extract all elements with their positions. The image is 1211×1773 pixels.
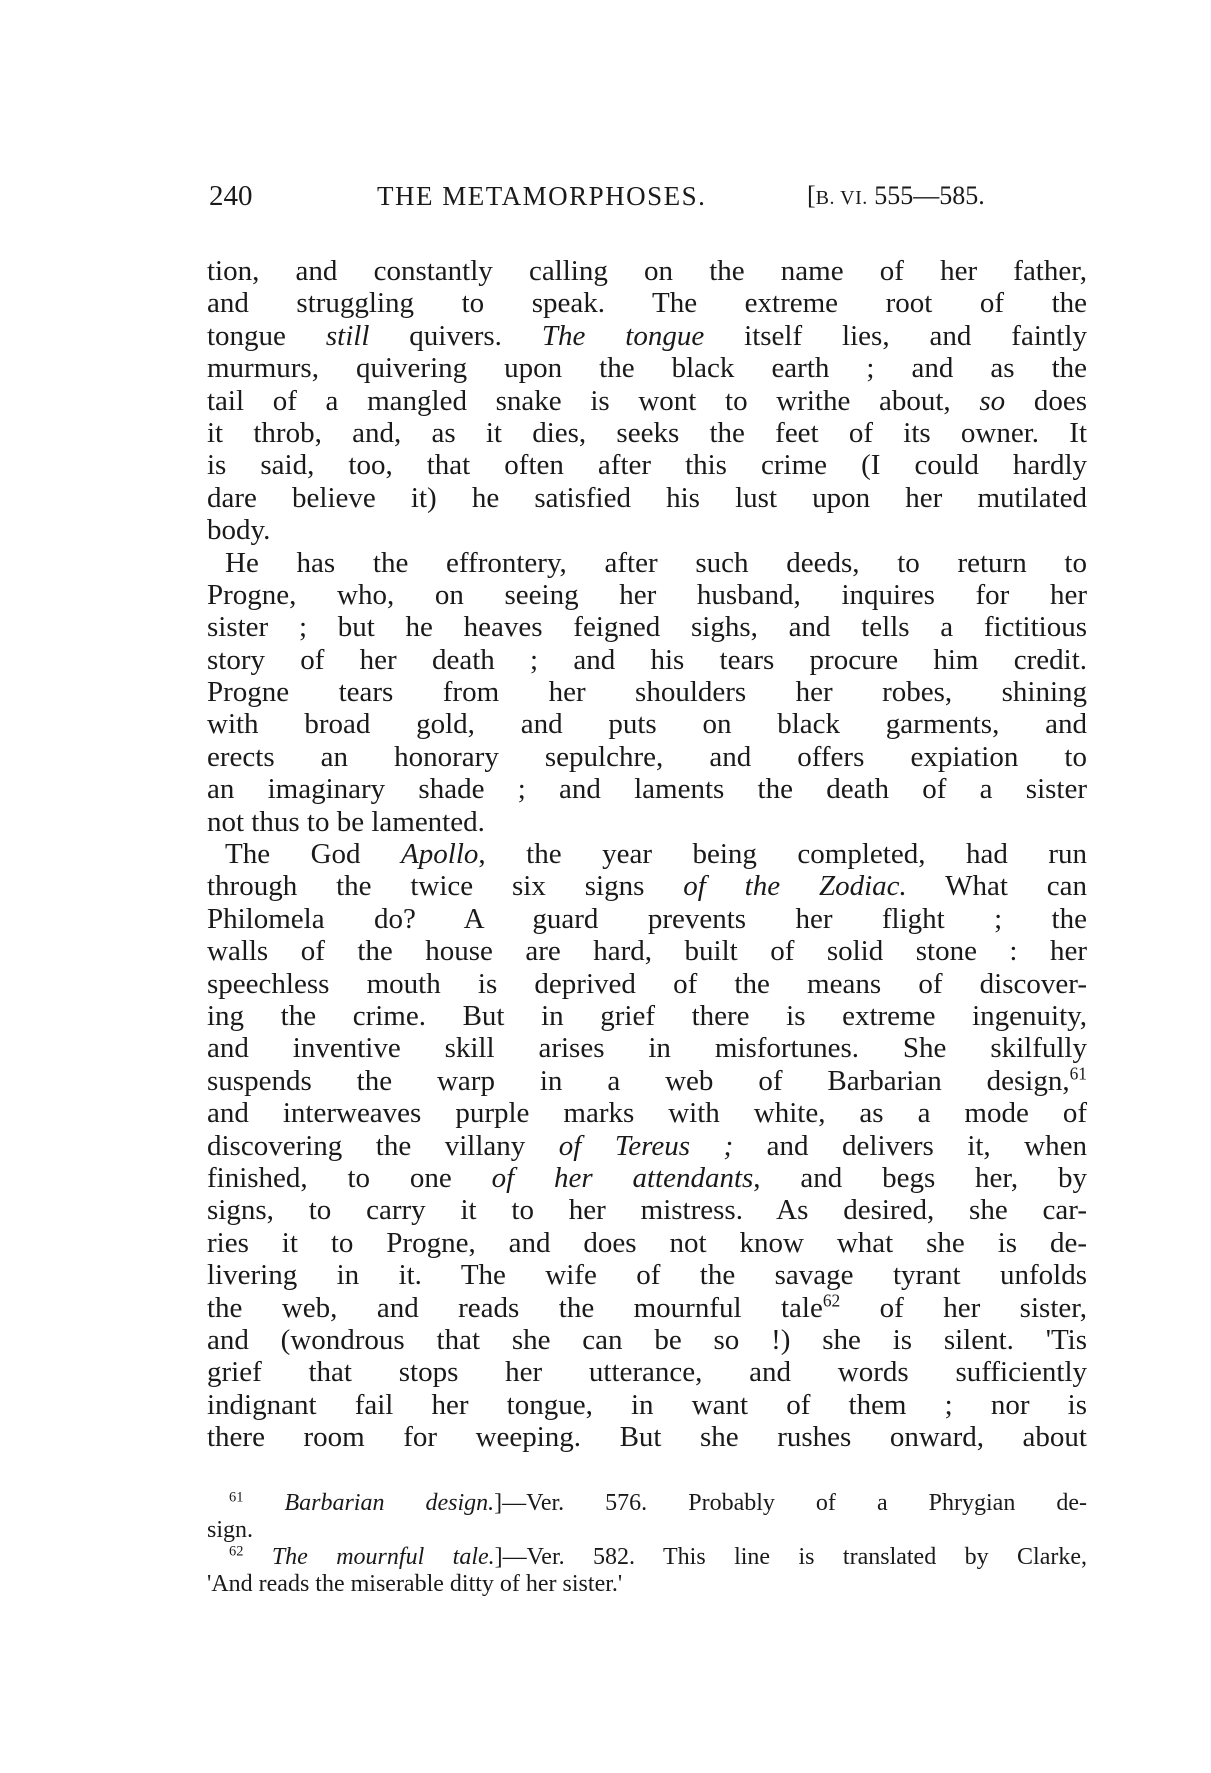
text-line: and (wondrous that she can be so !) she is silent. 'Tis bbox=[207, 1323, 1087, 1356]
section-range: 555—585. bbox=[874, 181, 985, 210]
text-line: and inventive skill arises in misfortunes. She skilfully bbox=[207, 1032, 1087, 1065]
text-line: suspends the warp in a web of Barbarian design,$^{61}$ bbox=[207, 1063, 1087, 1097]
text-line: He has the effrontery, after such deeds, to return to bbox=[225, 546, 1087, 579]
text-line: grief that stops her utterance, and words sufficiently bbox=[207, 1356, 1087, 1389]
footnote-ref-62: 62 bbox=[822, 1290, 841, 1311]
text-line: finished, to one of her attendants, and begs her, by bbox=[207, 1161, 1087, 1194]
text-line: murmurs, quivering upon the black earth ; and as the bbox=[207, 352, 1087, 385]
page-number: 240 bbox=[209, 180, 253, 212]
text-line: the web, and reads the mournful tale$^{62}$ of her sister, bbox=[207, 1290, 1087, 1324]
section-bracket: [ bbox=[807, 181, 816, 210]
text-line: livering in it. The wife of the savage tyrant unfolds bbox=[207, 1259, 1087, 1292]
text-line: tion, and constantly calling on the name of her father, bbox=[207, 255, 1087, 287]
text-line: ries it to Progne, and does not know what she is de- bbox=[207, 1226, 1087, 1259]
text-line: and interweaves purple marks with white, as a mode of bbox=[207, 1097, 1087, 1130]
text-line: discovering the villany of Tereus ; and delivers it, when bbox=[207, 1129, 1087, 1162]
section-book: B. VI. bbox=[815, 187, 868, 209]
text-line: sister ; but he heaves feigned sighs, and tells a fictitious bbox=[207, 611, 1087, 644]
footnote-62: $^{62}$ The mournful tale.]—Ver. 582. This line is translated by Clarke, bbox=[229, 1543, 1088, 1570]
footnotes bbox=[207, 1490, 1087, 1598]
text-line: erects an honorary sepulchre, and offers expiation to bbox=[207, 740, 1087, 773]
text-line: with broad gold, and puts on black garments, and bbox=[207, 708, 1087, 741]
footnote-62-continued: 'And reads the miserable ditty of her sister.' bbox=[207, 1571, 623, 1597]
footnote-ref-61: 61 bbox=[1069, 1063, 1087, 1084]
text-line: body. bbox=[207, 514, 271, 547]
text-line: is said, too, that often after this crime (I could hardly bbox=[207, 449, 1087, 482]
text-line: not thus to be lamented. bbox=[207, 805, 485, 838]
text-line: tongue still quivers. The tongue itself lies, and faintly bbox=[207, 319, 1087, 352]
section-reference bbox=[807, 176, 985, 218]
text-line: tail of a mangled snake is wont to writhe about, so does bbox=[207, 384, 1087, 417]
text-line: The God Apollo, the year being completed, had run bbox=[225, 838, 1087, 871]
text-line: it throb, and, as it dies, seeks the feet of its owner. It bbox=[207, 416, 1087, 449]
running-head bbox=[209, 176, 1089, 216]
text-line: speechless mouth is deprived of the means of discover- bbox=[207, 967, 1087, 1000]
text-line: story of her death ; and his tears procure him credit. bbox=[207, 643, 1087, 676]
footnote-61-continued: sign. bbox=[207, 1517, 254, 1543]
text-line: dare believe it) he satisfied his lust upon her mutilated bbox=[207, 481, 1087, 514]
text-line: signs, to carry it to her mistress. As desired, she car- bbox=[207, 1194, 1087, 1227]
text-line: walls of the house are hard, built of solid stone : her bbox=[207, 935, 1087, 968]
text-line: an imaginary shade ; and laments the death of a sister bbox=[207, 773, 1087, 806]
body-text bbox=[207, 255, 1087, 1453]
text-line: there room for weeping. But she rushes onward, about bbox=[207, 1421, 1087, 1454]
text-line: and struggling to speak. The extreme root of the bbox=[207, 287, 1087, 320]
running-title: THE METAMORPHOSES. bbox=[377, 181, 707, 211]
text-line: ing the crime. But in grief there is extreme ingenuity, bbox=[207, 999, 1087, 1032]
text-line: Progne, who, on seeing her husband, inquires for her bbox=[207, 578, 1087, 611]
text-line: indignant fail her tongue, in want of them ; nor is bbox=[207, 1388, 1087, 1421]
text-line: through the twice six signs of the Zodiac. What can bbox=[207, 870, 1087, 903]
footnote-61: $^{61}$ Barbarian design.]—Ver. 576. Probably of a Phrygian de- bbox=[229, 1489, 1088, 1516]
text-line: Progne tears from her shoulders her robes, shining bbox=[207, 676, 1087, 709]
text-line: Philomela do? A guard prevents her flight ; the bbox=[207, 902, 1087, 935]
